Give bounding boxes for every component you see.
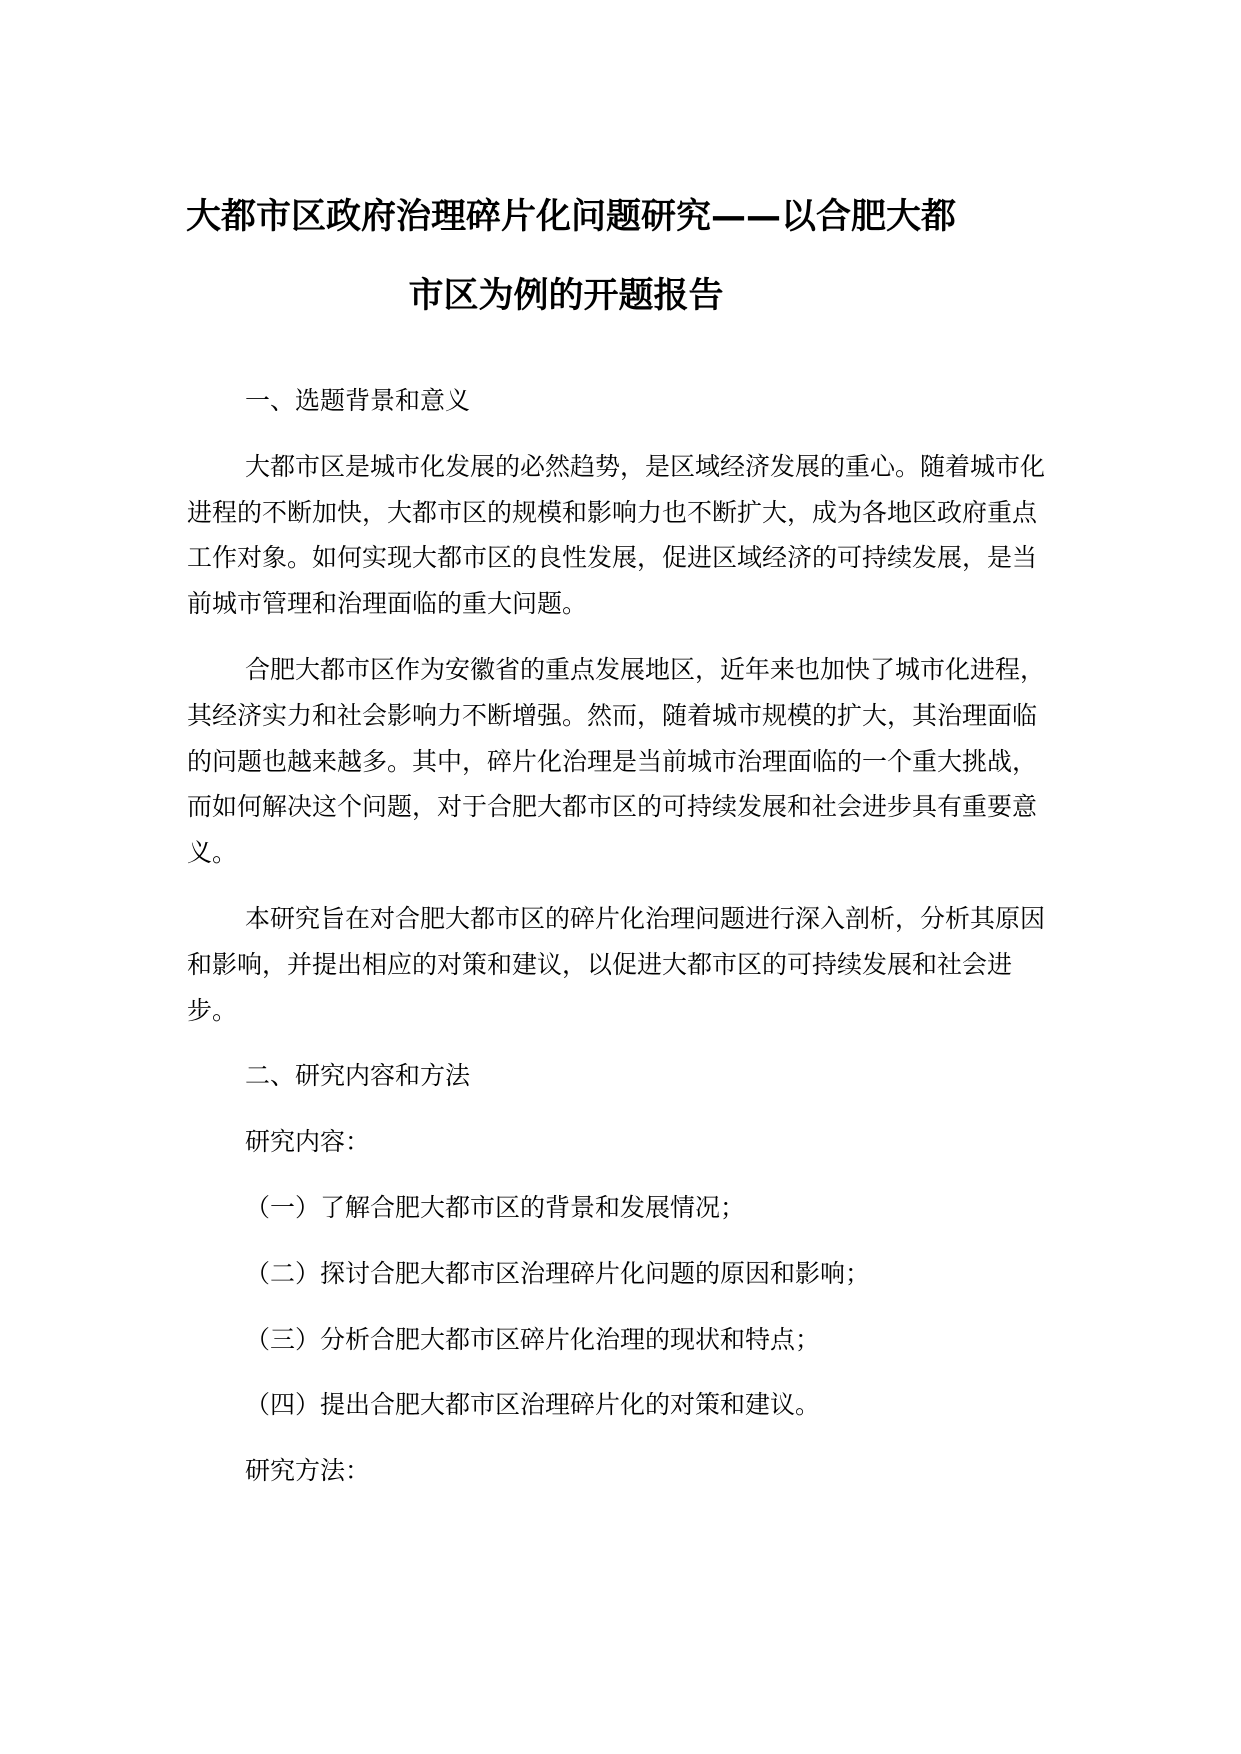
section-heading-1: 一、选题背景和意义 [245, 386, 471, 415]
title-line-2: 市区为例的开题报告 [408, 276, 724, 316]
list-item: （四）提出合肥大都市区治理碎片化的对策和建议。 [245, 1390, 821, 1420]
paragraph-3: 本研究旨在对合肥大都市区的碎片化治理问题进行深入剖析，分析其原因和影响，并提出相应的对策和建议，以促进大都市区的可持续发展和社会进步。 [187, 903, 1046, 1025]
paragraph-1: 大都市区是城市化发展的必然趋势，是区域经济发展的重心。随着城市化进程的不断加快，大都市区的规模和影响力也不断扩大，成为各地区政府重点工作对象。如何实现大都市区的良性发展，促进区域经济的可持续发展，是当前城市管理和治理面临的重大问题。 [187, 451, 1046, 619]
list-item: （二）探讨合肥大都市区治理碎片化问题的原因和影响； [245, 1258, 871, 1288]
paragraph-2: 合肥大都市区作为安徽省的重点发展地区，近年来也加快了城市化进程，其经济实力和社会影响力不断增强。然而，随着城市规模的扩大，其治理面临的问题也越来越多。其中，碎片化治理是当前城市治理面临的一个重大挑战，而如何解决这个问题，对于合肥大都市区的可持续发展和社会进步具有重要意义。 [187, 654, 1046, 868]
list-item: （一）了解合肥大都市区的背景和发展情况； [245, 1192, 746, 1222]
document-body [187, 378, 1057, 1514]
title-line-1: 大都市区政府治理碎片化问题研究——以合肥大都 [186, 197, 957, 237]
section-heading-2: 二、研究内容和方法 [245, 1061, 471, 1091]
content-label: 研究内容： [245, 1127, 371, 1157]
method-label: 研究方法： [245, 1456, 371, 1486]
document-title [186, 178, 957, 336]
list-item: （三）分析合肥大都市区碎片化治理的现状和特点； [245, 1324, 821, 1354]
